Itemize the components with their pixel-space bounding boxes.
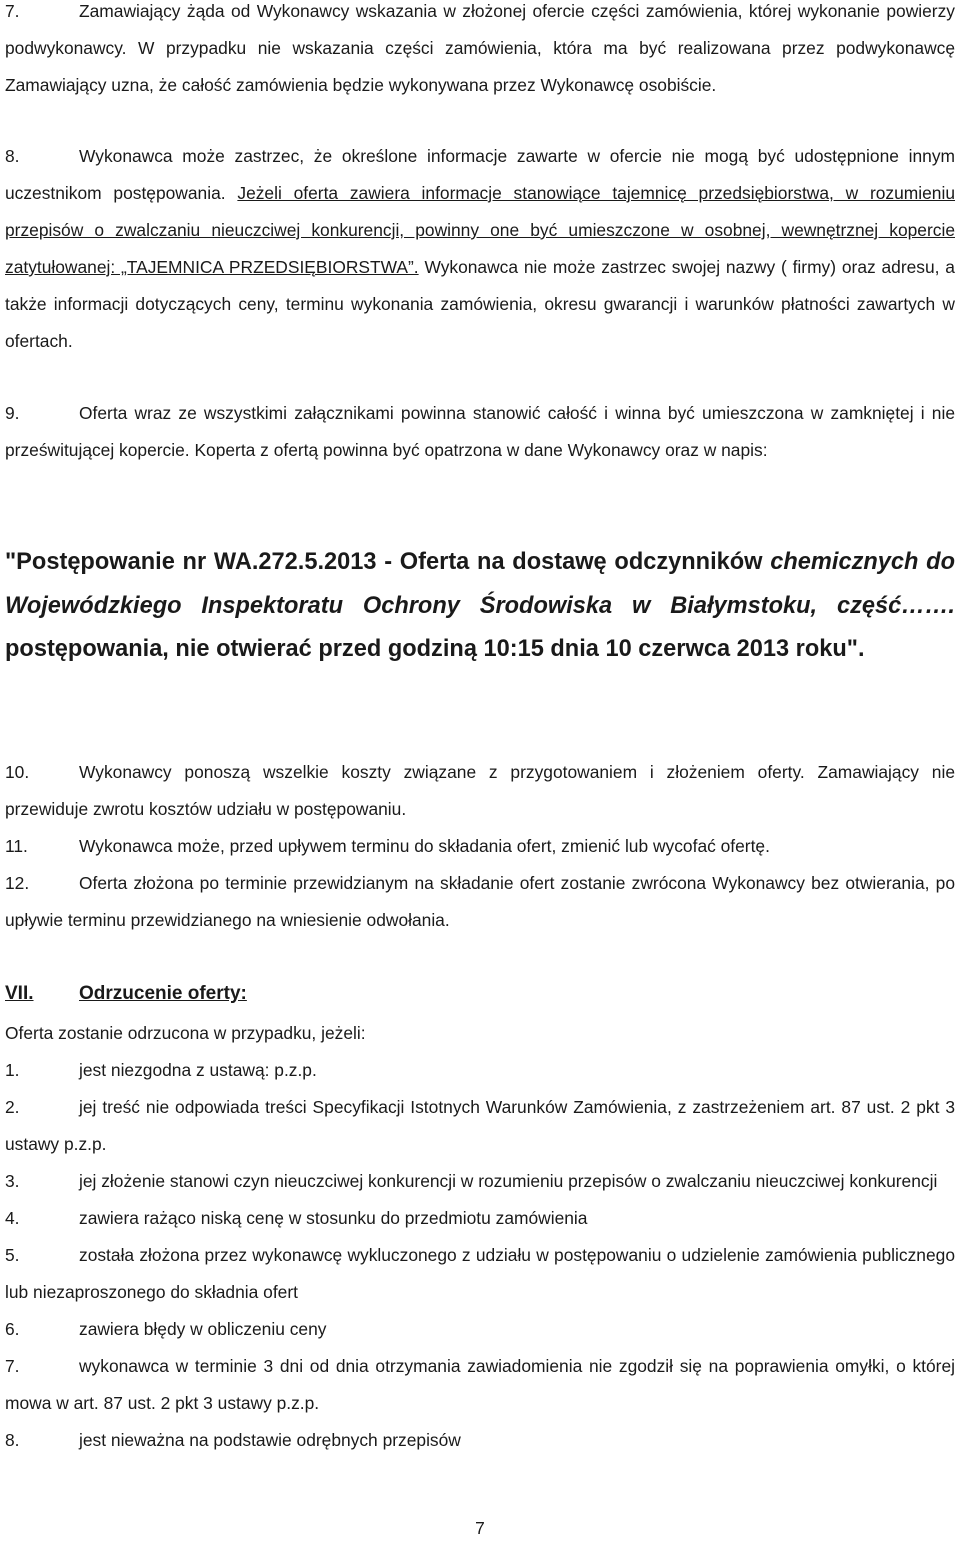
section-title: Odrzucenie oferty: (79, 983, 247, 1004)
list-item-number: 4. (5, 1208, 20, 1228)
paragraph-text: Oferta wraz ze wszystkimi załącznikami powinna stanowić całość i winna być umieszczona w zamkniętej i nie prześwitującej kopercie. Koperta z ofertą powinna być opatrzona w dane Wykonawcy oraz w napis: (5, 403, 955, 460)
list-item-text: zawiera rażąco niską cenę w stosunku do przedmiotu zamówienia (79, 1208, 588, 1228)
page-number: 7 (475, 1518, 485, 1538)
paragraph-number: 10. (5, 762, 30, 782)
paragraph-text: Zamawiający żąda od Wykonawcy wskazania w złożonej ofercie części zamówienia, której wykonanie powierzy podwykonawcy. W przypadku nie wskazania części zamówienia, która ma być realizowana przez podwykonawcę Zamawiający uzna, że całość zamówienia będzie wykonywana przez Wykonawcę osobiście. (5, 1, 955, 95)
paragraph-number: 7. (5, 1, 20, 21)
quote-part-italic: chemicznych do Wojewódzkiego Inspektoratu Ochrony Środowiska w Białymstoku, część……. (5, 549, 955, 619)
list-item-number: 3. (5, 1171, 20, 1191)
list-item (5, 1200, 955, 1237)
list-item (5, 1163, 955, 1200)
underlined-text: Jeżeli oferta zawiera informacje stanowiące tajemnicę przedsiębiorstwa, w rozumieniu przepisów o zwalczaniu nieuczciwej konkurencji, powinny one być umieszczone w osobnej, wewnętrznej kopercie zatytułowanej: „TAJEMNICA PRZEDSIĘBIORSTWA”. (5, 183, 956, 277)
paragraph-8 (5, 138, 955, 360)
paragraph-text: Wykonawcy ponoszą wszelkie koszty związane z przygotowaniem i złożeniem oferty. Zamawiający nie przewiduje zwrotu kosztów udziału w postępowaniu. (5, 762, 955, 819)
section-intro: Oferta zostanie odrzucona w przypadku, jeżeli: (5, 1023, 366, 1043)
list-item-text: jest nieważna na podstawie odrębnych przepisów (79, 1430, 461, 1450)
section-heading (5, 974, 955, 1014)
paragraph-number: 11. (5, 836, 28, 856)
paragraph-number: 8. (5, 146, 20, 166)
list-item (5, 1237, 955, 1311)
paragraph-text: Oferta złożona po terminie przewidzianym na składanie ofert zostanie zwrócona Wykonawcy bez otwierania, po upływie terminu przewidzianego na wniesienie odwołania. (5, 873, 955, 930)
paragraph-text: Wykonawca może, przed upływem terminu do składania ofert, zmienić lub wycofać ofertę. (79, 836, 770, 856)
list-item-number: 2. (5, 1097, 20, 1117)
paragraph-number: 9. (5, 403, 20, 423)
list-item (5, 1089, 955, 1163)
paragraph-text: Wykonawca może zastrzec, że określone informacje zawarte w ofercie nie mogą być udostępnione innym uczestnikom postępowania. (5, 146, 955, 203)
list-item-number: 6. (5, 1319, 20, 1339)
list-item-number: 7. (5, 1356, 20, 1376)
list-item-number: 5. (5, 1245, 20, 1265)
list-item (5, 1348, 955, 1422)
list-item-text: wykonawca w terminie 3 dni od dnia otrzymania zawiadomienia nie zgodził się na poprawienia omyłki, o której mowa w art. 87 ust. 2 pkt 3 ustawy p.z.p. (5, 1356, 955, 1413)
paragraph-7 (5, 0, 955, 104)
list-item-text: jej złożenie stanowi czyn nieuczciwej konkurencji w rozumieniu przepisów o zwalczaniu nieuczciwej konkurencji (79, 1171, 938, 1191)
paragraph-11 (5, 828, 955, 865)
list-item-number: 1. (5, 1060, 20, 1080)
quote-part: postępowania, nie otwierać przed godziną 10:15 dnia 10 czerwca 2013 roku". (5, 636, 865, 662)
envelope-label-text (5, 541, 955, 672)
list-item (5, 1311, 955, 1348)
paragraph-12 (5, 865, 955, 939)
paragraph-9 (5, 395, 955, 469)
list-item-number: 8. (5, 1430, 20, 1450)
paragraph-number: 12. (5, 873, 30, 893)
list-item-text: jest niezgodna z ustawą: p.z.p. (79, 1060, 317, 1080)
list-item (5, 1052, 955, 1089)
section-number: VII. (5, 983, 34, 1004)
paragraph-text: Wykonawca nie może zastrzec swojej nazwy ( firmy) oraz adresu, a także informacji dotyczących ceny, terminu wykonania zamówienia, okresu gwarancji i warunków płatności zawartych w ofertach. (5, 257, 955, 351)
rejection-list (5, 1052, 955, 1459)
paragraph-10 (5, 754, 955, 828)
quote-part: "Postępowanie nr WA.272.5.2013 - Oferta na dostawę odczynników (5, 549, 771, 575)
list-item (5, 1422, 955, 1459)
list-item-text: jej treść nie odpowiada treści Specyfikacji Istotnych Warunków Zamówienia, z zastrzeżeniem art. 87 ust. 2 pkt 3 ustawy p.z.p. (5, 1097, 955, 1154)
list-item-text: zawiera błędy w obliczeniu ceny (79, 1319, 327, 1339)
list-item-text: została złożona przez wykonawcę wykluczonego z udziału w postępowaniu o udzielenie zamówienia publicznego lub niezaproszonego do składnia ofert (5, 1245, 955, 1302)
